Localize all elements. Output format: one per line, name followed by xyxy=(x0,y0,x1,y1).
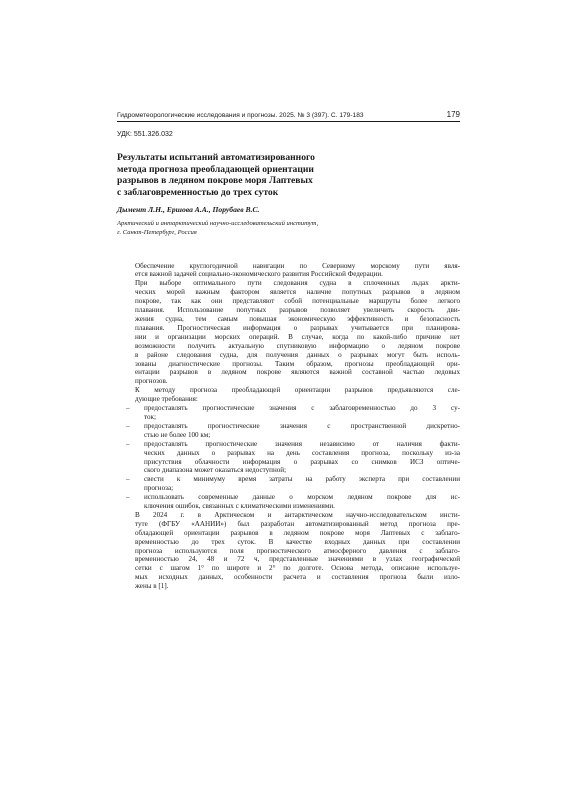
list-item-line: использовать современные данные о морском ледяном покрове для ис- xyxy=(144,493,460,502)
paragraph-line: жены в [1]. xyxy=(135,582,169,591)
paragraph-1 xyxy=(117,262,460,280)
paragraph-line: К методу прогноза преобладающей ориентации разрывов предъявляются сле- xyxy=(135,386,460,395)
requirements-list xyxy=(117,404,460,511)
paragraph-line: временностью до трех суток. В качестве входных данных при составлении xyxy=(135,537,460,546)
paragraph-4 xyxy=(117,511,460,591)
paragraph-line: ется важной задачей социально-экономического развития Российской Федерации. xyxy=(135,270,383,279)
list-item-line: прогноза; xyxy=(144,484,174,493)
list-item-line: ключения ошибок, связанных с климатическими изменениями. xyxy=(144,502,335,511)
title-line: метода прогноза преобладающей ориентации xyxy=(117,163,314,175)
paragraph-line: Обеспечение круглогодичной навигации по Северному морскому пути явля- xyxy=(135,261,460,270)
paragraph-line: возможности получить актуальную спутниковую информацию о ледяном покрове xyxy=(135,341,460,350)
list-item-line: предоставлять прогностические значения с заблаговременностью до 3 су- xyxy=(144,404,460,413)
list-item-line: стью не более 100 км; xyxy=(144,430,211,439)
list-item-line: свести к минимуму время затраты на работу эксперта при составлении xyxy=(144,475,460,484)
list-dash-marker: – xyxy=(126,404,130,413)
list-item-line: ток; xyxy=(144,412,156,421)
affiliation-line: г. Санкт-Петербург, Россия xyxy=(117,228,197,236)
paragraph-line: дующие требования: xyxy=(135,395,198,404)
paragraph-line: При выборе оптимального пути следования судна в сплоченных льдах аркти- xyxy=(135,279,460,288)
list-item xyxy=(117,404,460,422)
article-body xyxy=(117,262,460,592)
paragraph-line: ентации разрывов в ледяном покрове являются важной составной частью ледовых xyxy=(135,368,460,377)
title-line: с заблаговременностью до трех суток xyxy=(117,186,279,198)
paragraph-line: зованы диагностические прогнозы. Таким образом, прогнозы преобладающей ори- xyxy=(135,359,460,368)
paragraph-line: В 2024 г. в Арктическом и антарктическом научно-исследовательском инсти- xyxy=(135,510,460,519)
paragraph-line: туте (ФГБУ «ААНИИ») был разработан автоматизированный метод прогноза пре- xyxy=(135,519,460,528)
list-dash-marker: – xyxy=(126,493,130,502)
list-dash-marker: – xyxy=(126,439,130,448)
paragraph-line: прогнозов. xyxy=(135,377,168,386)
udc-code: УДК: 551.326.032 xyxy=(117,131,173,138)
page-number: 179 xyxy=(446,110,460,119)
title-line: Результаты испытаний автоматизированного xyxy=(117,152,315,163)
paragraph-line: ческих морей важным фактором является наличие попутных разрывов в ледяном xyxy=(135,288,460,297)
title-line: разрывов в ледяном покрове моря Лаптевых xyxy=(117,175,313,187)
list-item-line: ского диапазона может оказаться недоступной; xyxy=(144,466,287,475)
list-item-line: присутствия облачности информация о разрывах со снимков ИСЗ оптиче- xyxy=(144,457,460,466)
affiliation xyxy=(117,220,460,237)
paragraph-line: плавания. Использование попутных разрывов позволяет увеличить скорость дви- xyxy=(135,306,460,315)
list-item-line: предоставлять прогностические значения независимо от наличия факти- xyxy=(144,439,460,448)
list-item xyxy=(117,493,460,511)
list-dash-marker: – xyxy=(126,421,130,430)
list-item xyxy=(117,475,460,493)
article-title xyxy=(117,152,460,198)
paragraph-line: в районе следования судна, для получения данных о разрывах могут быть исполь- xyxy=(135,350,460,359)
paragraph-line: плавания. Прогностическая информация о разрывах учитывается при планирова- xyxy=(135,323,460,332)
affiliation-line: Арктический и антарктический научно-исследовательский институт, xyxy=(117,220,319,228)
paragraph-line: покрове, так как они представляют собой потенциальные маршруты более легкого xyxy=(135,297,460,306)
list-dash-marker: – xyxy=(126,475,130,484)
paragraph-2 xyxy=(117,279,460,386)
running-header xyxy=(117,110,460,122)
paragraph-line: временностью 24, 48 и 72 ч, представленные значениями в узлах географической xyxy=(135,555,460,564)
paragraph-line: прогноза используются поля прогностического атмосферного давления с заблаго- xyxy=(135,546,460,555)
paragraph-line: сетки с шагом 1° по широте и 2° по долготе. Основа метода, описание используе- xyxy=(135,564,460,573)
list-item-line: предоставлять прогностические значения с пространственной дискретно- xyxy=(144,421,460,430)
list-item-line: ческих данных о разрывах на день составления прогноза, поскольку из-за xyxy=(144,448,460,457)
paragraph-line: обладающей ориентации разрывов в ледяном покрове моря Лаптевых с заблаго- xyxy=(135,528,460,537)
paragraph-line: мых исходных данных, особенности расчета и составления прогноза были изло- xyxy=(135,573,460,582)
list-item xyxy=(117,440,460,476)
list-item xyxy=(117,422,460,440)
article-page xyxy=(117,110,460,591)
paragraph-line: нии и организации морских операций. В случае, когда по какой-либо причине нет xyxy=(135,332,460,341)
authors: Дымент Л.Н., Ершова А.А., Порубаев В.С. xyxy=(117,205,260,215)
paragraph-line: жения судна, тем самым повышая экономическую эффективность и безопасность xyxy=(135,315,460,323)
journal-citation: Гидрометеорологические исследования и прогнозы. 2025. № 3 (397). С. 179-183 xyxy=(117,112,364,119)
paragraph-3 xyxy=(117,386,460,404)
